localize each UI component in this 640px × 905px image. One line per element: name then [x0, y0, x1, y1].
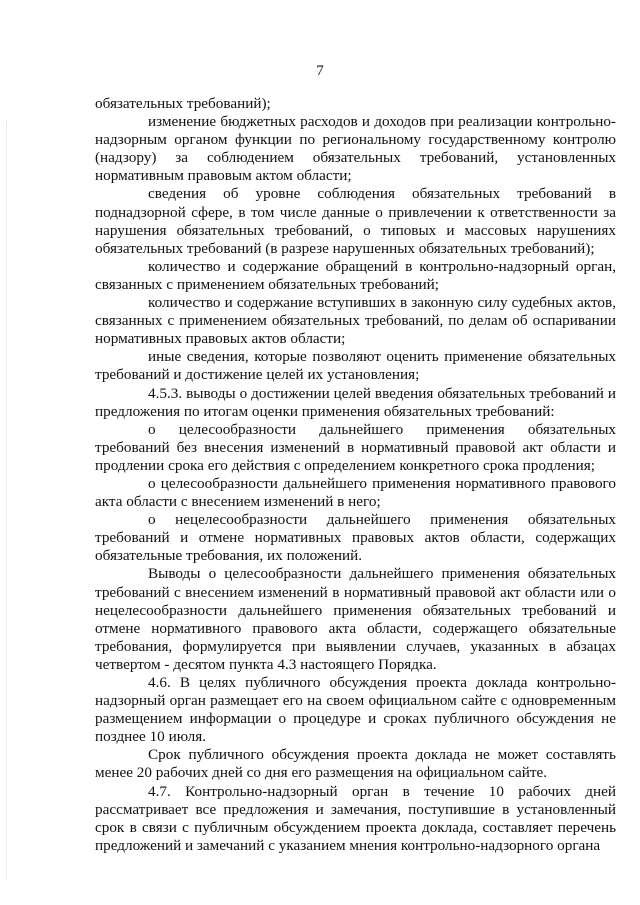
paragraph-inexpedience: о нецелесообразности дальнейшего применения обязательных требований и отмене нормативных правовых актов области, содержащих обязательные требования, их положений. — [95, 511, 616, 565]
paragraph-compliance-level: сведения об уровне соблюдения обязательных требований в поднадзорной сфере, в том числе данные о привлечении к ответственности за нарушения обязательных требований, о типовых и массовых нарушениях обязательных требований (в разрезе нарушенных обязательных требований); — [95, 185, 616, 257]
paragraph-continuation: обязательных требований); — [95, 95, 271, 112]
paragraph-expedience-with-changes: о целесообразности дальнейшего применения нормативного правового акта области с внесением изменений в него; — [95, 474, 616, 511]
paragraph-expedience-no-changes: о целесообразности дальнейшего применения обязательных требований без внесения изменений в нормативный правовой акт области и продлении срока его действия с определением конкретного срока продления; — [95, 420, 616, 474]
paragraph-4-5-3: 4.5.3. выводы о достижении целей введения обязательных требований и предложения по итогам оценки применения обязательных требований: — [95, 384, 616, 420]
paragraph-conclusions: Выводы о целесообразности дальнейшего применения обязательных требований с внесением изменений в нормативный правовой акт области или о нецелесообразности дальнейшего применения обязательных требований и отмене нормативного правового акта области, содержащего обязательные требования, формулируется при выявлении случаев, указанных в абзацах четвертом - десятом пункта 4.3 настоящего Порядка. — [95, 565, 616, 673]
paragraph-budget-changes: изменение бюджетных расходов и доходов при реализации контрольно-надзорным органом функции по региональному государственному контролю (надзору) за соблюдением обязательных требований, установленных нормативным правовым актом области; — [95, 113, 616, 185]
paragraph-discussion-term: Срок публичного обсуждения проекта доклада не может составлять менее 20 рабочих дней со дня его размещения на официальном сайте. — [95, 746, 616, 782]
document-body — [95, 95, 616, 855]
paragraph-other-info: иные сведения, которые позволяют оценить применение обязательных требований и достижение целей их установления; — [95, 348, 616, 384]
paragraph-4-7: 4.7. Контрольно-надзорный орган в течение 10 рабочих дней рассматривает все предложения и замечания, поступившие в установленный срок в связи с публичным обсуждением проекта доклада, составляет перечень предложений и замечаний с указанием мнения контрольно-надзорного органа — [95, 782, 616, 854]
page-number: 7 — [316, 63, 324, 79]
paragraph-appeals-count: количество и содержание обращений в контрольно-надзорный орган, связанных с применением обязательных требований; — [95, 257, 616, 293]
scan-margin-line — [6, 120, 8, 880]
paragraph-4-6: 4.6. В целях публичного обсуждения проекта доклада контрольно-надзорный орган размещает его на своем официальном сайте с одновременным размещением информации о процедуре и сроках публичного обсуждения не позднее 10 июля. — [95, 674, 616, 746]
paragraph-court-acts: количество и содержание вступивших в законную силу судебных актов, связанных с применением обязательных требований, по делам об оспаривании нормативных правовых актов области; — [95, 294, 616, 348]
